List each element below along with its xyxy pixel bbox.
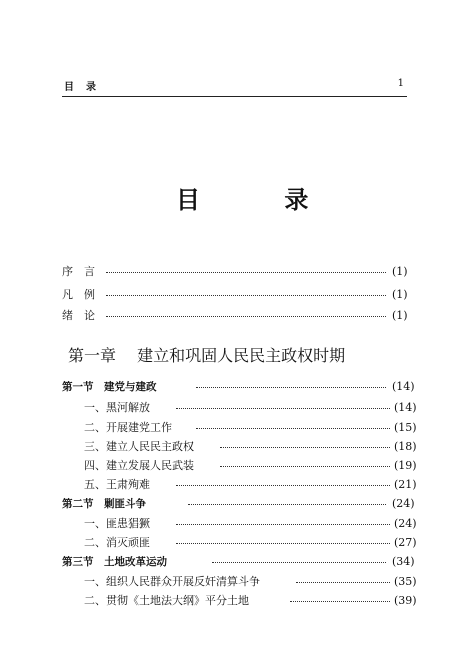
header-title: 目录 (64, 82, 108, 93)
toc-label: 第一节 建党与建政 (62, 381, 157, 393)
toc-leader (196, 428, 390, 429)
toc-leader (106, 316, 386, 317)
toc-label: 四、建立发展人民武装 (84, 459, 194, 472)
toc-row-section[interactable] (62, 496, 422, 512)
toc-leader (106, 272, 386, 273)
toc-page: (27) (394, 536, 417, 549)
toc-leader (296, 582, 390, 583)
toc-page: (24) (394, 517, 417, 530)
toc-page: (18) (394, 440, 417, 453)
running-header (64, 78, 404, 92)
toc-row-subsection[interactable] (84, 458, 424, 474)
toc-label: 第三节 土地改革运动 (62, 556, 167, 568)
toc-leader (176, 543, 390, 544)
toc-row-front[interactable] (62, 308, 422, 324)
toc-row-subsection[interactable] (84, 516, 424, 532)
toc-page: (35) (394, 575, 417, 588)
toc-row-subsection[interactable] (84, 477, 424, 493)
chapter-number: 第一章 (68, 346, 117, 365)
toc-label: 二、贯彻《土地法大纲》平分土地 (84, 594, 249, 607)
toc-row-subsection[interactable] (84, 535, 424, 551)
toc-page: (14) (394, 401, 417, 414)
toc-page: (1) (392, 265, 408, 278)
toc-row-front[interactable] (62, 287, 422, 303)
header-rule (62, 96, 407, 97)
toc-label: 一、匪患猖獗 (84, 517, 150, 530)
toc-row-subsection[interactable] (84, 400, 424, 416)
toc-leader (176, 524, 390, 525)
toc-leader (176, 408, 390, 409)
chapter-title: 建立和巩固人民民主政权时期 (137, 346, 346, 365)
page-title: 目 录 (176, 186, 347, 214)
chapter-heading[interactable] (68, 343, 418, 366)
toc-label: 绪论 (62, 309, 106, 322)
toc-leader (212, 562, 386, 563)
toc-label: 二、消灭顽匪 (84, 536, 150, 549)
toc-row-front[interactable] (62, 264, 422, 280)
toc-row-subsection[interactable] (84, 439, 424, 455)
toc-page: (1) (392, 288, 408, 301)
toc-leader (196, 387, 386, 388)
toc-label: 第二节 剿匪斗争 (62, 498, 146, 510)
toc-leader (188, 504, 386, 505)
toc-page: (24) (392, 497, 415, 510)
toc-label: 凡例 (62, 288, 106, 301)
toc-label: 五、王肃殉难 (84, 478, 150, 491)
toc-label: 一、黑河解放 (84, 401, 150, 414)
toc-page: (14) (392, 380, 415, 393)
toc-row-section[interactable] (62, 379, 422, 395)
toc-page: (21) (394, 478, 417, 491)
toc-label: 二、开展建党工作 (84, 421, 172, 434)
toc-page: (1) (392, 309, 408, 322)
toc-leader (290, 601, 390, 602)
toc-leader (220, 466, 390, 467)
toc-page: (34) (392, 555, 415, 568)
toc-label: 三、建立人民民主政权 (84, 440, 194, 453)
toc-page: (19) (394, 459, 417, 472)
toc-row-subsection[interactable] (84, 574, 424, 590)
toc-page: (15) (394, 421, 417, 434)
toc-label: 一、组织人民群众开展反奸清算斗争 (84, 575, 260, 588)
toc-row-subsection[interactable] (84, 593, 424, 609)
toc-row-section[interactable] (62, 554, 422, 570)
toc-page: (39) (394, 594, 417, 607)
header-page-number: 1 (397, 78, 404, 89)
toc-leader (106, 295, 386, 296)
toc-leader (220, 447, 390, 448)
toc-row-subsection[interactable] (84, 420, 424, 436)
toc-label: 序言 (62, 265, 106, 278)
toc-leader (176, 485, 390, 486)
